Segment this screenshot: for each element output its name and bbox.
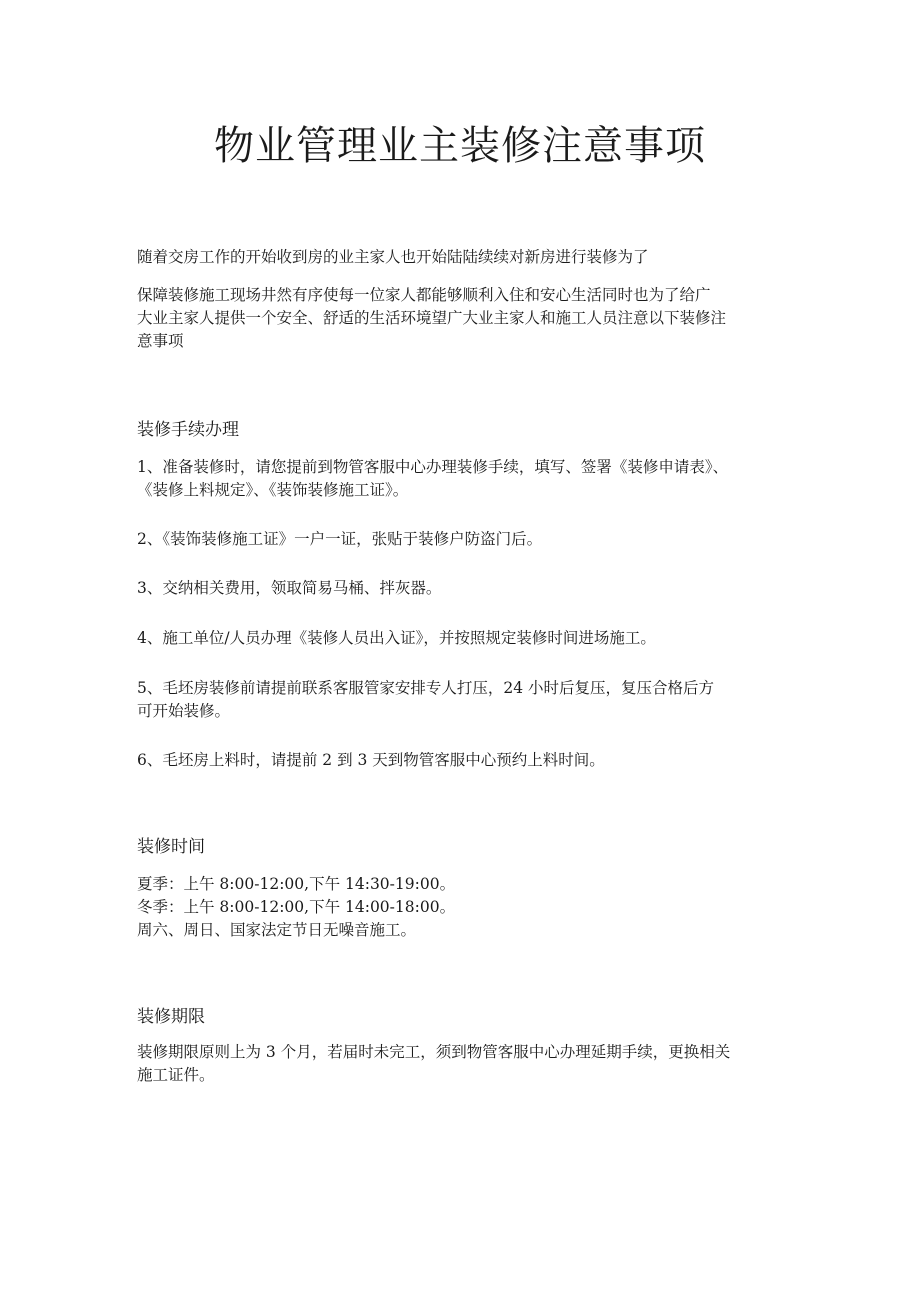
- procedure-item-4: [137, 627, 787, 650]
- page-title: 物业管理业主装修注意事项: [214, 123, 706, 169]
- intro-line-2: 保障装修施工现场井然有序使每一位家人都能够顺利入住和安心生活同时也为了给广: [137, 286, 711, 304]
- procedure-item-5: [137, 677, 787, 723]
- hours-winter: 冬季：上午 8:00-12:00,下午 14:00-18:00。: [137, 898, 456, 916]
- period-heading: 装修期限: [137, 1007, 205, 1027]
- hours-holiday: 周六、周日、国家法定节日无噪音施工。: [137, 921, 417, 939]
- intro-paragraph-1: [137, 246, 787, 269]
- procedure-item-6-text: 6、毛坯房上料时，请提前 2 到 3 天到物管客服中心预约上料时间。: [137, 751, 605, 769]
- intro-paragraph-2: [137, 284, 787, 353]
- procedure-item-3-text: 3、交纳相关费用，领取简易马桶、拌灰器。: [137, 579, 442, 597]
- procedure-item-4-text: 4、施工单位/人员办理《装修人员出入证》，并按照规定装修时间进场施工。: [137, 629, 656, 647]
- procedure-item-3: [137, 577, 787, 600]
- period-paragraph: [137, 1041, 787, 1087]
- intro-line-1: 随着交房工作的开始收到房的业主家人也开始陆陆续续对新房进行装修为了: [137, 248, 649, 266]
- procedure-item-2-text: 2、《装饰装修施工证》一户一证，张贴于装修户防盗门后。: [137, 530, 543, 548]
- hours-summer: 夏季：上午 8:00-12:00,下午 14:30-19:00。: [137, 875, 456, 893]
- period-line-2: 施工证件。: [137, 1066, 215, 1084]
- procedure-item-5-line-2: 可开始装修。: [137, 702, 231, 720]
- procedures-heading: 装修手续办理: [137, 420, 239, 440]
- procedure-item-2: [137, 528, 787, 551]
- procedure-item-1-line-2: 《装修上料规定》、《装饰装修施工证》。: [137, 481, 409, 499]
- intro-line-4: 意事项: [137, 332, 184, 350]
- procedure-item-6: [137, 749, 787, 772]
- procedure-item-1: [137, 456, 787, 502]
- hours-list: [137, 873, 787, 942]
- procedure-item-5-line-1: 5、毛坯房装修前请提前联系客服管家安排专人打压，24 小时后复压，复压合格后方: [137, 679, 715, 697]
- procedure-item-1-line-1: 1、准备装修时，请您提前到物管客服中心办理装修手续，填写、签署《装修申请表》、: [137, 458, 729, 476]
- intro-line-3: 大业主家人提供一个安全、舒适的生活环境望广大业主家人和施工人员注意以下装修注: [137, 309, 727, 327]
- hours-heading: 装修时间: [137, 837, 205, 857]
- period-line-1: 装修期限原则上为 3 个月，若届时未完工，须到物管客服中心办理延期手续，更换相关: [137, 1043, 731, 1061]
